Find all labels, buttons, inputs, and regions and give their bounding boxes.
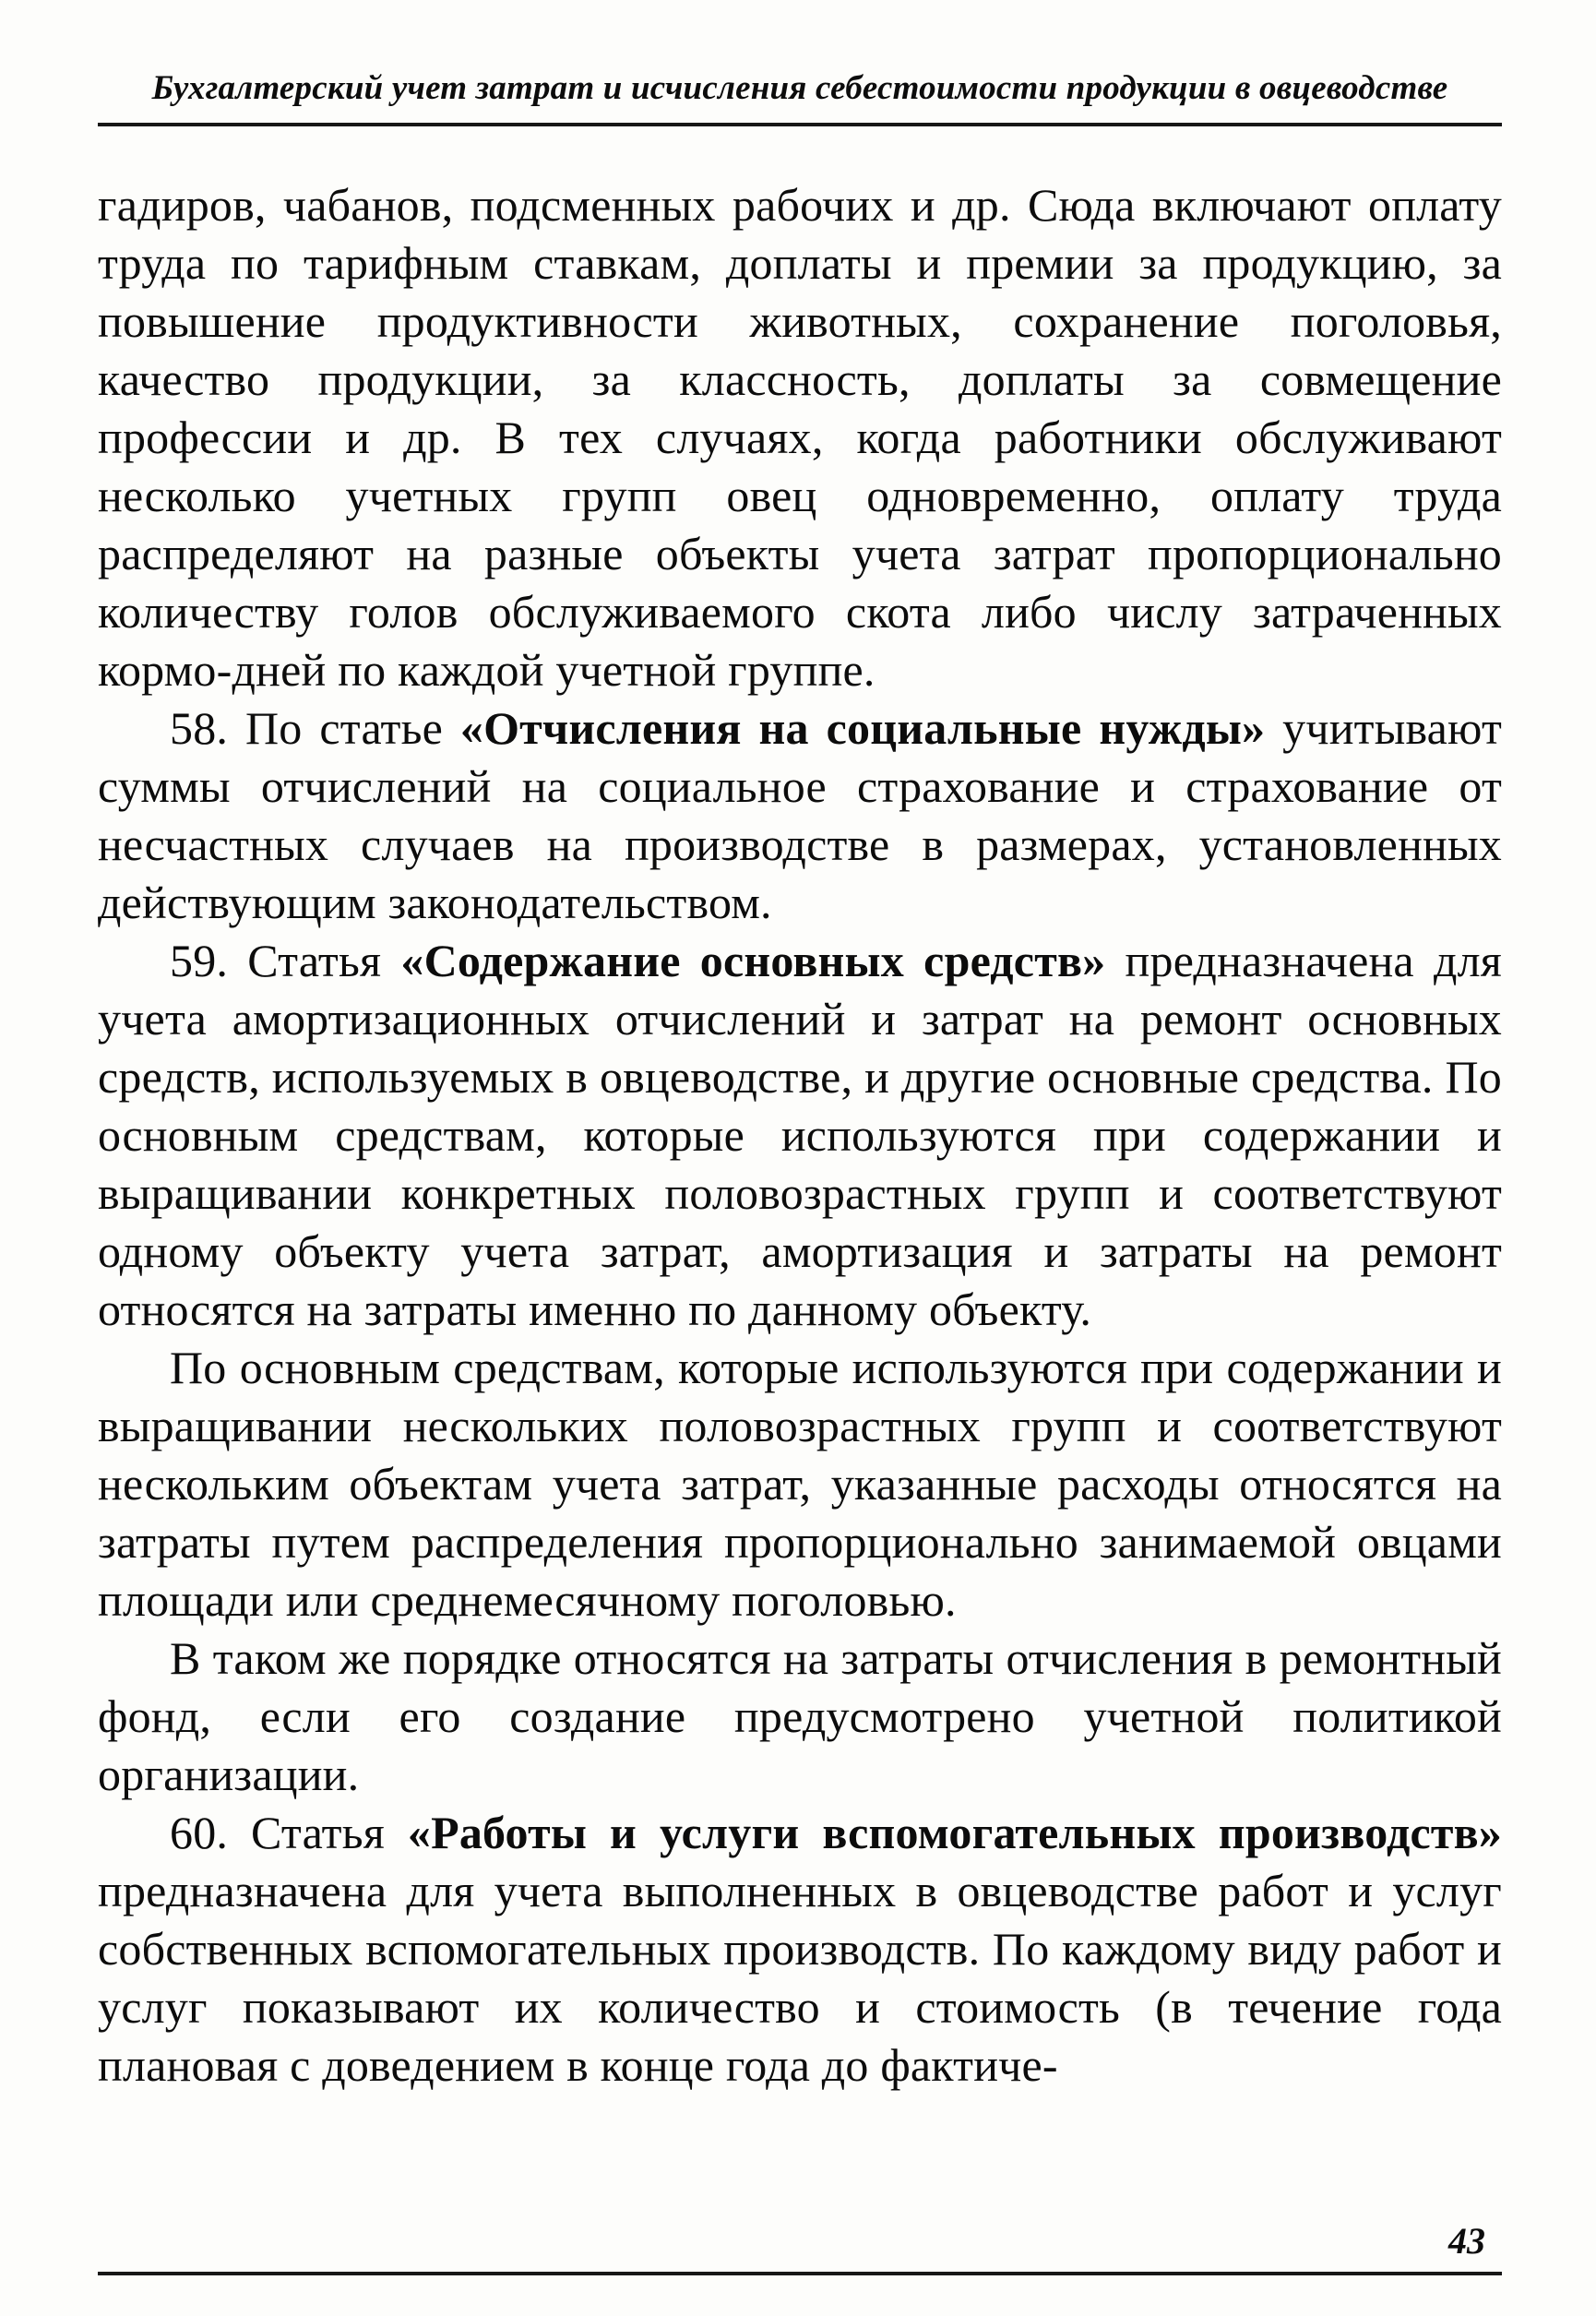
page-footer (98, 2219, 1502, 2275)
text-run: В таком же порядке относятся на затраты отчисления в ремонтный фонд, если его создание предусмотрено учетной политикой организации. (98, 1632, 1502, 1800)
text-run: По основным средствам, которые используются при содержании и выращивании нескольких половозрастных групп и соответствуют нескольким объектам учета затрат, указанные расходы относятся на затраты путем распределения пропорционально занимаемой овцами площади или среднемесячному поголовью. (98, 1342, 1502, 1626)
page-header (98, 68, 1502, 126)
bold-text-run: «Работы и услуги вспомогательных производств» (407, 1807, 1503, 1858)
paragraph (98, 1804, 1502, 2095)
text-run: 58. По статье (170, 702, 460, 754)
paragraph (98, 1630, 1502, 1804)
bold-text-run: «Отчисления на социальные нужды» (459, 702, 1266, 754)
text-run: учитывают суммы отчислений на социальное страхование и страхование от несчастных случаев на производстве в размерах, установленных действующим законодательством. (98, 702, 1502, 928)
bold-text-run: «Содержание основных средств» (400, 935, 1106, 986)
paragraph (98, 932, 1502, 1339)
paragraph (98, 1339, 1502, 1630)
text-run: 59. Статья (170, 935, 401, 986)
text-run: 60. Статья (170, 1807, 408, 1858)
paragraph (98, 176, 1502, 699)
running-head-title: Бухгалтерский учет затрат и исчисления себестоимости продукции в овцеводстве (151, 69, 1448, 107)
footer-rule (98, 2272, 1502, 2275)
page-body (98, 176, 1502, 2095)
paragraph (98, 699, 1502, 932)
text-run: гадиров, чабанов, подсменных рабочих и др. Сюда включают оплату труда по тарифным ставкам, доплаты и премии за продукцию, за повышение продуктивности животных, сохранение поголовья, качество продукции, за классность, доплаты за совмещение профессии и др. В тех случаях, когда работники обслуживают несколько учетных групп овец одновременно, оплату труда распределяют на разные объекты учета затрат пропорционально количеству голов обслуживаемого скота либо числу затраченных кормо-дней по каждой учетной группе. (98, 179, 1502, 696)
text-run: предназначена для учета выполненных в овцеводстве работ и услуг собственных вспомогательных производств. По каждому виду работ и услуг показывают их количество и стоимость (в течение года плановая с доведением в конце года до фактиче- (98, 1865, 1502, 2091)
header-rule (98, 123, 1502, 126)
text-run: предназначена для учета амортизационных отчислений и затрат на ремонт основных средств, используемых в овцеводстве, и другие основные средства. По основным средствам, которые используются при содержании и выращивании конкретных половозрастных групп и соответствуют одному объекту учета затрат, амортизация и затраты на ремонт относятся на затраты именно по данному объекту. (98, 935, 1502, 1335)
page-number: 43 (1448, 2220, 1485, 2262)
